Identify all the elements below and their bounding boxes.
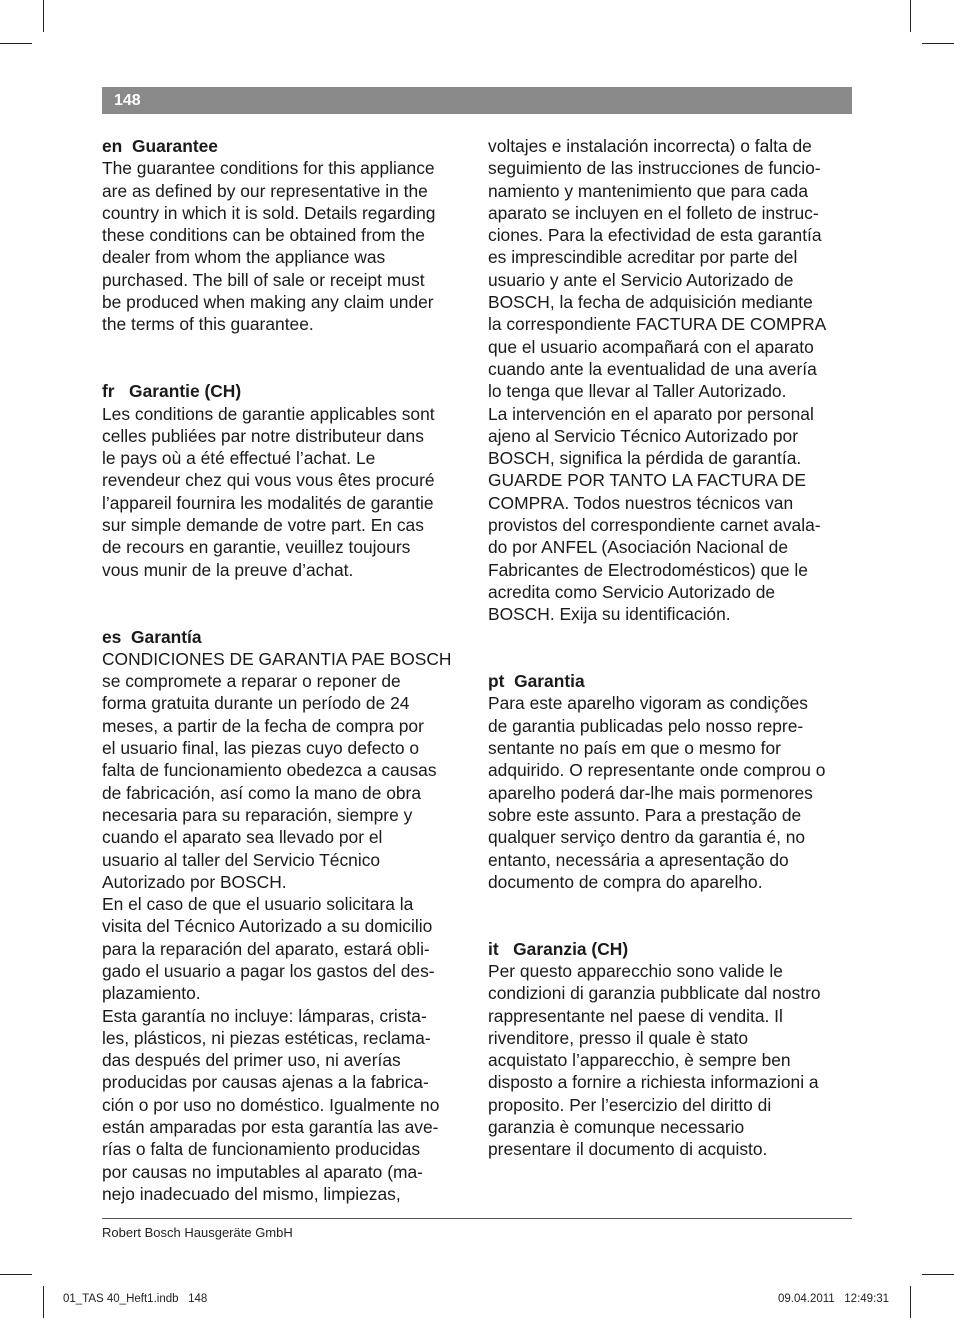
text-line: ción o por uso no doméstico. Igualmente no	[102, 1094, 440, 1115]
text-line: garanzia è comunque necessario	[488, 1117, 745, 1138]
text-line: country in which it is sold. Details regarding	[102, 202, 436, 223]
text-line: de garantia publicadas pelo nosso repre-	[488, 715, 804, 736]
text-line: les, plásticos, ni piezas estéticas, reclama-	[102, 1027, 431, 1048]
text-line: presentare il documento di acquisto.	[488, 1139, 768, 1160]
text-line: En el caso de que el usuario solicitara la	[102, 894, 414, 915]
text-line: sentante no país em que o mesmo for	[488, 738, 781, 759]
text-line: Autorizado por BOSCH.	[102, 871, 287, 892]
text-line: l’appareil fournira les modalités de garantie	[102, 492, 434, 513]
text-line: celles publiées par notre distributeur dans	[102, 425, 424, 446]
text-line: la correspondiente FACTURA DE COMPRA	[488, 314, 827, 335]
guarantee-section	[102, 380, 470, 581]
section-title: es Garantía	[102, 626, 202, 647]
text-line: usuario y ante el Servicio Autorizado de	[488, 269, 794, 290]
section-spacer	[488, 626, 856, 671]
text-line: revendeur chez qui vous vous êtes procuré	[102, 470, 435, 491]
text-line: rivenditore, presso il quale è stato	[488, 1027, 749, 1048]
text-line: le pays où a été effectué l’achat. Le	[102, 448, 376, 469]
crop-mark	[910, 1286, 911, 1318]
text-line: gado el usuario a pagar los gastos del des-	[102, 960, 435, 981]
text-line: proposito. Per l’esercizio del diritto di	[488, 1094, 772, 1115]
text-line: entanto, necessária a apresentação do	[488, 849, 789, 870]
text-line: rappresentante nel paese di vendita. Il	[488, 1005, 783, 1026]
text-line: The guarantee conditions for this appliance	[102, 158, 435, 179]
text-line: rías o falta de funcionamiento producidas	[102, 1139, 421, 1160]
text-line: ajeno al Servicio Técnico Autorizado por	[488, 425, 798, 446]
text-line: disposto a fornire a richiesta informazioni a	[488, 1072, 819, 1093]
text-line: these conditions can be obtained from the	[102, 225, 425, 246]
text-line: the terms of this guarantee.	[102, 314, 314, 335]
text-line: cuando ante la eventualidad de una avería	[488, 358, 817, 379]
text-line: adquirido. O representante onde comprou o	[488, 760, 826, 781]
text-line: de fabricación, así como la mano de obra	[102, 782, 422, 803]
crop-mark	[0, 1274, 32, 1275]
guarantee-section	[488, 670, 856, 893]
text-line: forma gratuita durante un período de 24	[102, 693, 410, 714]
text-line: acredita como Servicio Autorizado de	[488, 581, 776, 602]
text-line: La intervención en el aparato por personal	[488, 403, 814, 424]
text-line: documento de compra do aparelho.	[488, 871, 763, 892]
text-line: condizioni di garanzia pubblicate dal nostro	[488, 983, 821, 1004]
text-line: meses, a partir de la fecha de compra por	[102, 715, 424, 736]
text-line: sobre este assunto. Para a prestação de	[488, 804, 802, 825]
text-line: usuario al taller del Servicio Técnico	[102, 849, 381, 870]
es-continuation	[488, 135, 856, 626]
text-line: Per questo apparecchio sono valide le	[488, 960, 783, 981]
footer-divider	[102, 1218, 852, 1219]
section-spacer	[102, 336, 470, 381]
section-spacer	[102, 581, 470, 626]
text-line: vous munir de la preuve d’achat.	[102, 559, 354, 580]
text-line: de recours en garantie, veuillez toujours	[102, 537, 411, 558]
crop-mark	[0, 43, 32, 44]
section-title: it Garanzia (CH)	[488, 938, 629, 959]
section-title: en Guarantee	[102, 136, 218, 156]
print-slug-date: 09.04.2011 12:49:31	[778, 1293, 890, 1305]
right-column	[488, 135, 856, 1161]
left-column	[102, 135, 470, 1205]
crop-mark	[922, 1274, 954, 1275]
text-line: falta de funcionamiento obedezca a causas	[102, 760, 437, 781]
text-line: das después del primer uso, ni averías	[102, 1050, 401, 1071]
text-line: BOSCH, significa la pérdida de garantía.	[488, 448, 802, 469]
text-line: por causas no imputables al aparato (ma-	[102, 1161, 423, 1182]
text-line: voltajes e instalación incorrecta) o falta de	[488, 136, 812, 156]
text-line: están amparadas por esta garantía las ave-	[102, 1117, 439, 1138]
text-line: para la reparación del aparato, estará obli-	[102, 938, 430, 959]
text-line: lo tenga que llevar al Taller Autorizado.	[488, 381, 787, 402]
guarantee-section	[488, 938, 856, 1161]
text-line: namiento y mantenimiento que para cada	[488, 180, 808, 201]
text-line: acquistato l’apparecchio, è sempre ben	[488, 1050, 791, 1071]
text-line: provistos del correspondiente carnet avala-	[488, 515, 821, 536]
footer-company: Robert Bosch Hausgeräte GmbH	[102, 1225, 293, 1240]
text-line: necesaria para su reparación, siempre y	[102, 804, 413, 825]
text-line: do por ANFEL (Asociación Nacional de	[488, 537, 788, 558]
text-line: se compromete a reparar o reponer de	[102, 671, 401, 692]
section-title: fr Garantie (CH)	[102, 381, 242, 402]
text-line: dealer from whom the appliance was	[102, 247, 386, 268]
text-line: purchased. The bill of sale or receipt must	[102, 269, 425, 290]
text-line: be produced when making any claim under	[102, 292, 434, 313]
text-line: Fabricantes de Electrodomésticos) que le	[488, 559, 808, 580]
text-line: cuando el aparato sea llevado por el	[102, 827, 383, 848]
text-line: plazamiento.	[102, 983, 201, 1004]
section-spacer	[488, 893, 856, 938]
crop-mark	[43, 0, 44, 32]
crop-mark	[922, 43, 954, 44]
text-line: BOSCH. Exija su identificación.	[488, 604, 731, 625]
text-line: sur simple demande de votre part. En cas	[102, 515, 424, 536]
text-line: es imprescindible acreditar por parte del	[488, 247, 798, 268]
guarantee-section	[102, 135, 470, 336]
guarantee-section	[102, 626, 470, 1206]
text-line: que el usuario acompañará con el aparato	[488, 336, 814, 357]
text-line: COMPRA. Todos nuestros técnicos van	[488, 492, 794, 513]
text-line: ciones. Para la efectividad de esta garantía	[488, 225, 822, 246]
text-line: GUARDE POR TANTO LA FACTURA DE	[488, 470, 806, 491]
text-line: Esta garantía no incluye: lámparas, crista-	[102, 1005, 427, 1026]
text-line: CONDICIONES DE GARANTIA PAE BOSCH	[102, 648, 452, 669]
text-line: qualquer serviço dentro da garantia é, no	[488, 827, 806, 848]
page-header-bar	[102, 87, 852, 114]
page-number: 148	[114, 92, 141, 109]
text-line: BOSCH, la fecha de adquisición mediante	[488, 292, 813, 313]
crop-mark	[910, 0, 911, 32]
text-line: nejo inadecuado del mismo, limpiezas,	[102, 1183, 401, 1204]
text-line: seguimiento de las instrucciones de funcio-	[488, 158, 821, 179]
text-line: aparato se incluyen en el folleto de instruc-	[488, 202, 819, 223]
text-line: aparelho poderá dar-lhe mais pormenores	[488, 782, 813, 803]
text-line: Para este aparelho vigoram as condições	[488, 693, 808, 714]
section-title: pt Garantia	[488, 671, 585, 692]
text-line: el usuario final, las piezas cuyo defecto o	[102, 738, 420, 759]
crop-mark	[43, 1286, 44, 1318]
text-line: producidas por causas ajenas a la fabrica-	[102, 1072, 429, 1093]
text-line: Les conditions de garantie applicables sont	[102, 403, 435, 424]
text-line: are as defined by our representative in the	[102, 180, 428, 201]
text-line: visita del Técnico Autorizado a su domicilio	[102, 916, 433, 937]
print-slug-file: 01_TAS 40_Heft1.indb 148	[63, 1293, 208, 1305]
